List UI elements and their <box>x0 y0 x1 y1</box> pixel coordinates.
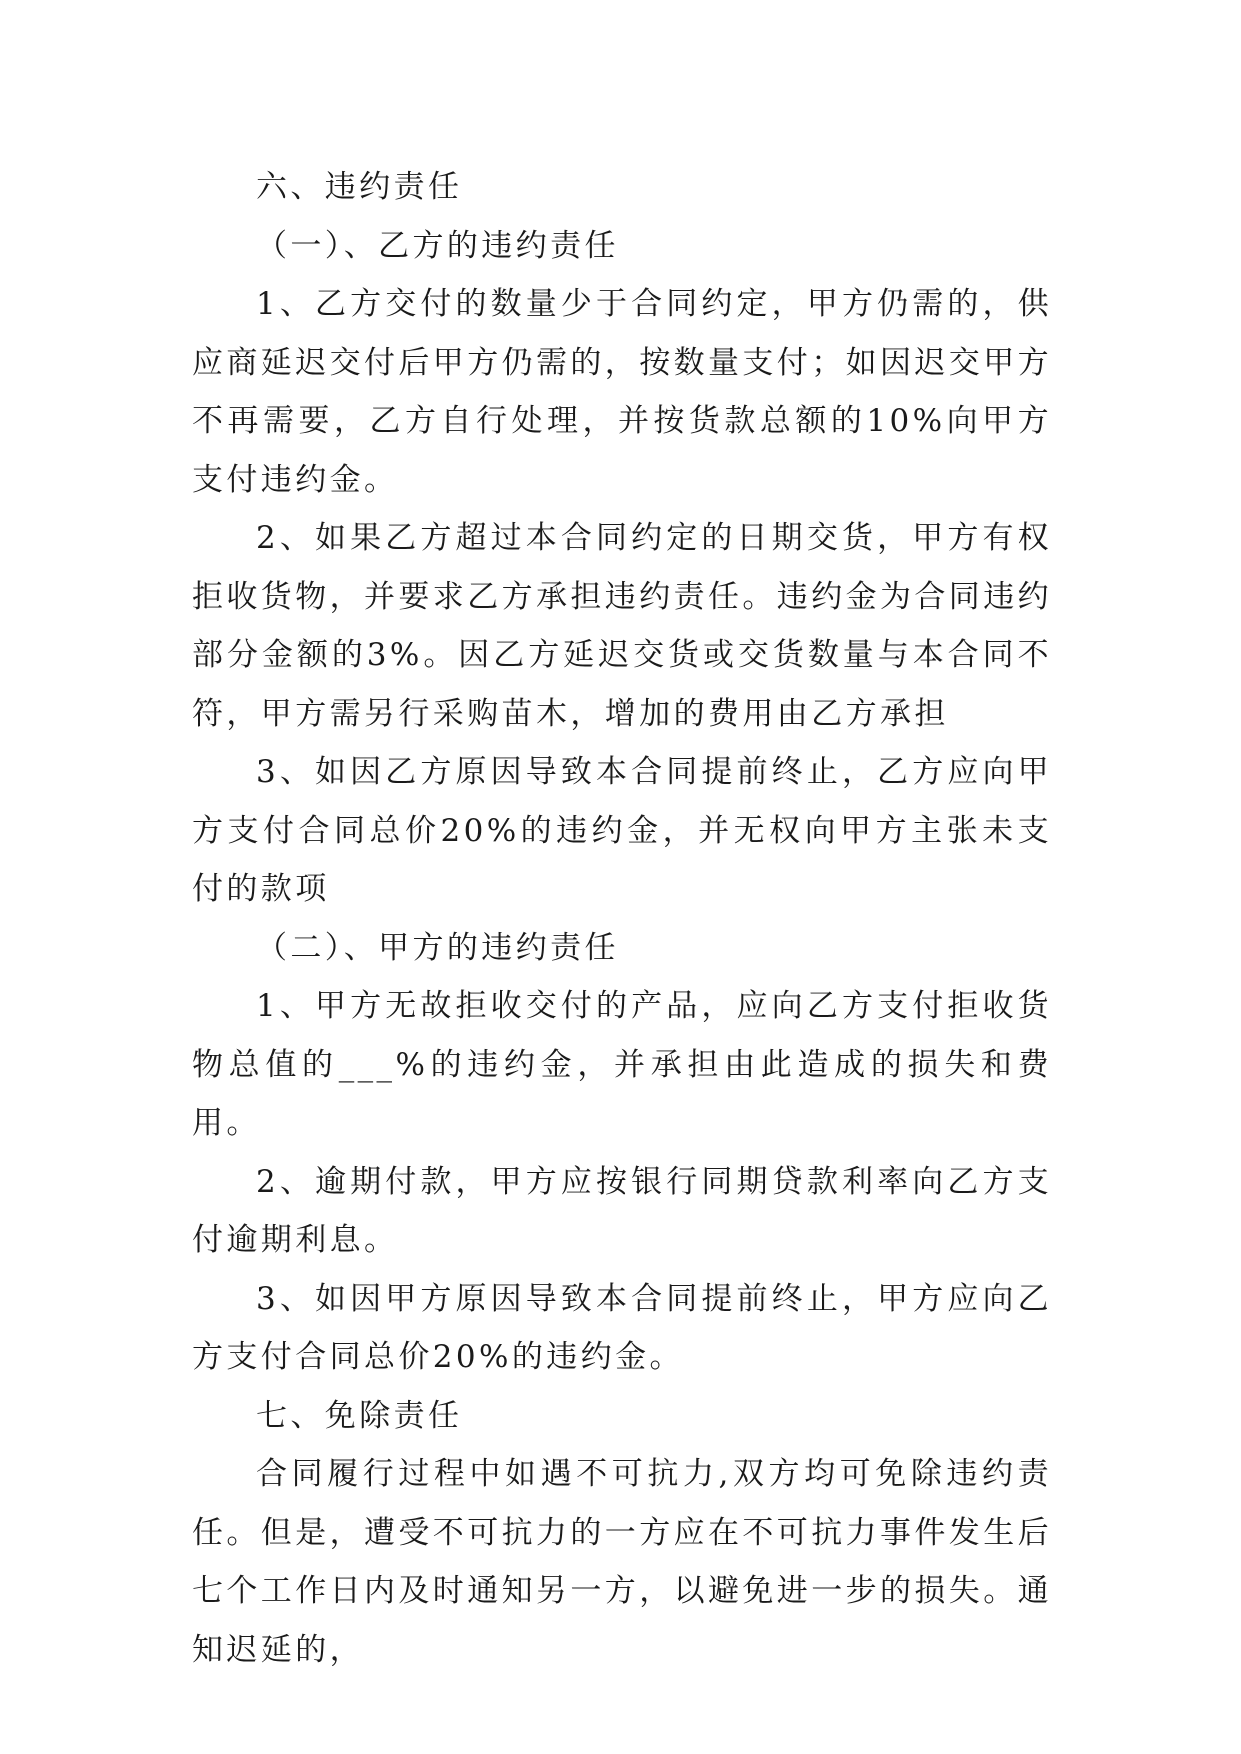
sub-heading-party-a: （二）、甲方的违约责任 <box>256 929 619 966</box>
section-7-title: 七、免除责任 <box>256 1397 463 1434</box>
sub-heading-party-b: （一）、乙方的违约责任 <box>256 227 619 264</box>
party-b-item-2: 2、如果乙方超过本合同约定的日期交货，甲方有权拒收货物，并要求乙方承担违约责任。违约金为合同违约部分金额的3%。因乙方延迟交货或交货数量与本合同不符，甲方需另行采购苗木，增加的费用由乙方承担 <box>192 520 1052 732</box>
party-a-item-2: 2、逾期付款，甲方应按银行同期贷款利率向乙方支付逾期利息。 <box>192 1163 1052 1258</box>
document-body <box>192 158 1052 1679</box>
party-b-item-1: 1、乙方交付的数量少于合同约定，甲方仍需的，供应商延迟交付后甲方仍需的，按数量支付；如因迟交甲方不再需要，乙方自行处理，并按货款总额的10%向甲方支付违约金。 <box>192 286 1052 498</box>
section-7-body: 合同履行过程中如遇不可抗力,双方均可免除违约责任。但是，遭受不可抗力的一方应在不可抗力事件发生后七个工作日内及时通知另一方，以避免进一步的损失。通知迟延的， <box>192 1456 1052 1668</box>
party-b-item-3: 3、如因乙方原因导致本合同提前终止，乙方应向甲方支付合同总价20%的违约金，并无权向甲方主张未支付的款项 <box>192 754 1052 907</box>
section-6-title: 六、违约责任 <box>256 169 463 205</box>
party-a-item-1: 1、甲方无故拒收交付的产品，应向乙方支付拒收货物总值的___%的违约金，并承担由此造成的损失和费用。 <box>192 988 1052 1141</box>
party-a-item-3: 3、如因甲方原因导致本合同提前终止，甲方应向乙方支付合同总价20%的违约金。 <box>192 1280 1052 1375</box>
